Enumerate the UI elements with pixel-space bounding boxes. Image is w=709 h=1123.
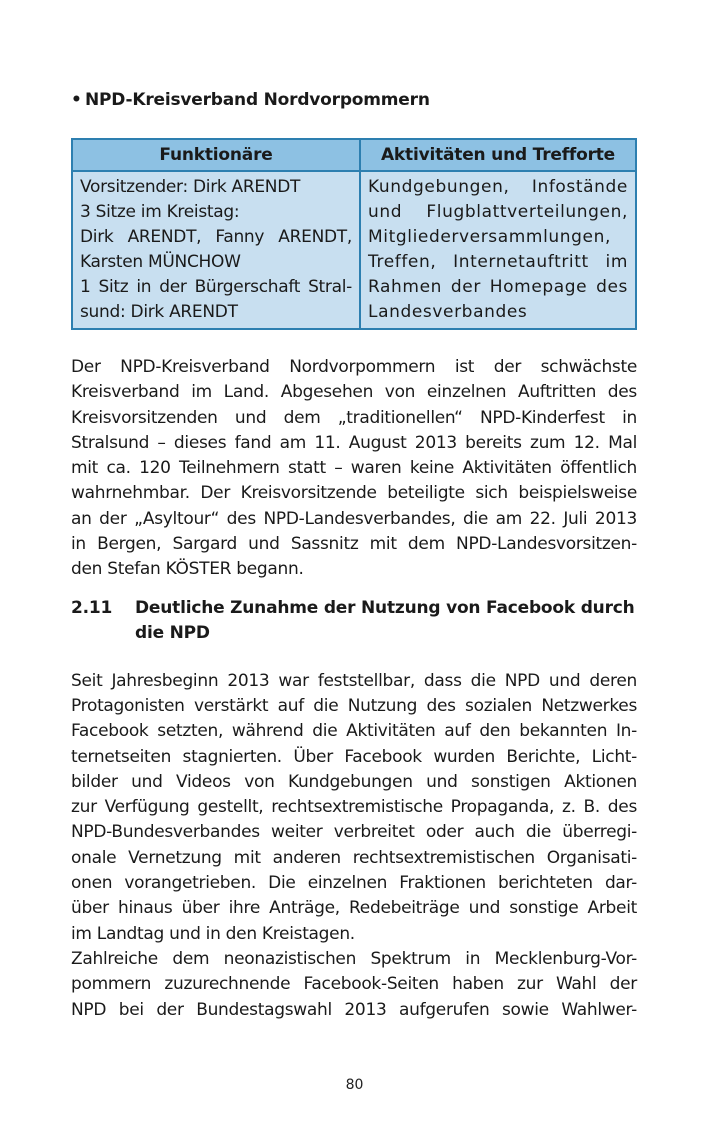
cell-line: Landesverbandes [368,302,528,322]
text-line: mit ca. 120 Teilnehmern statt – waren keine Aktivitäten öffentlich [71,458,637,479]
text-line: onen vorangetrieben. Die einzelnen Fraktionen berichteten dar- [71,873,637,894]
bullet-icon: • [71,90,82,110]
text-line: den Stefan KÖSTER begann. [71,559,304,580]
cell-line: Dirk ARENDT, Fanny ARENDT, [80,227,352,247]
cell-line: Rahmen der Homepage des [368,277,628,297]
text-line: zur Verfügung gestellt, rechtsextremistische Propaganda, z. B. des [71,797,637,818]
bullet-heading-text: NPD-Kreisverband Nordvorpommern [85,90,430,110]
text-line: in Bergen, Sargard und Sassnitz mit dem NPD-Landesvorsitzen- [71,534,637,555]
cell-line: Treffen, Internetauftritt im [368,252,628,272]
cell-line: sund: Dirk ARENDT [80,302,238,322]
text-line: Der NPD-Kreisverband Nordvorpommern ist der schwächste [71,357,637,377]
text-line: onale Vernetzung mit anderen rechtsextremistischen Organisati- [71,847,637,868]
cell-line: Karsten MÜNCHOW [80,252,241,272]
text-line: im Landtag und in den Kreistagen. [71,923,355,944]
text-line: NPD-Bundesverbandes weiter verbreitet oder auch die überregi- [71,822,637,843]
page-number: 80 [345,1077,364,1093]
header-activities: Aktivitäten und Trefforte [360,139,636,171]
table-header-row [72,139,636,171]
info-table [71,138,637,330]
cell-line: 3 Sitze im Kreistag: [80,202,240,222]
text-line: Facebook setzten, während die Aktivitäten auf den bekannten In- [71,721,637,742]
cell-line: Kundgebungen, Infostände [368,177,628,197]
cell-line: Mitgliederversammlungen, [368,227,611,247]
text-line: über hinaus über ihre Anträge, Redebeiträge und sonstige Arbeit [71,898,637,919]
text-line: Kreisverband im Land. Abgesehen von einzelnen Auftritten des [71,382,637,403]
section-title-line: die NPD [135,622,210,643]
section-heading [71,596,637,646]
cell-line: und Flugblattverteilungen, [368,202,628,222]
text-line: Stralsund – dieses fand am 11. August 2013 bereits zum 12. Mal [71,432,637,453]
text-line: Kreisvorsitzenden und dem „traditionellen“ NPD-Kinderfest in [71,407,637,428]
text-line: Seit Jahresbeginn 2013 war feststellbar, dass die NPD und deren [71,670,637,691]
paragraph-facebook [71,669,637,947]
section-title [135,596,637,646]
section-number: 2.11 [71,597,113,618]
bullet-heading [71,86,637,114]
cell-line: Vorsitzender: Dirk ARENDT [80,177,301,197]
text-line: Zahlreiche dem neonazistischen Spektrum in Mecklenburg-Vor- [71,948,637,969]
text-line: ternetseiten stagnierten. Über Facebook wurden Berichte, Licht- [71,746,637,767]
page-content [71,86,637,1023]
text-line: pommern zuzurechnende Facebook-Seiten haben zur Wahl der [71,974,637,995]
text-line: bilder und Videos von Kundgebungen und sonstigen Aktionen [71,771,637,792]
text-line: Protagonisten verstärkt auf die Nutzung des sozialen Netzwerkes [71,695,637,716]
text-line: an der „Asyltour“ des NPD-Landesverbandes, die am 22. Juli 2013 [71,508,637,529]
cell-functionaries [72,171,360,329]
cell-activities [360,171,636,329]
section-title-line: Deutliche Zunahme der Nutzung von Facebook durch [135,597,635,618]
table-row [72,171,636,329]
text-line: NPD bei der Bundestagswahl 2013 aufgerufen sowie Wahlwer- [71,999,637,1020]
cell-line: 1 Sitz in der Bürgerschaft Stral- [80,277,352,297]
paragraph-kreisverband [71,355,637,583]
paragraph-wahl [71,947,637,1023]
text-line: wahrnehmbar. Der Kreisvorsitzende beteiligte sich beispielsweise [71,483,637,504]
header-functionaries: Funktionäre [72,139,360,171]
